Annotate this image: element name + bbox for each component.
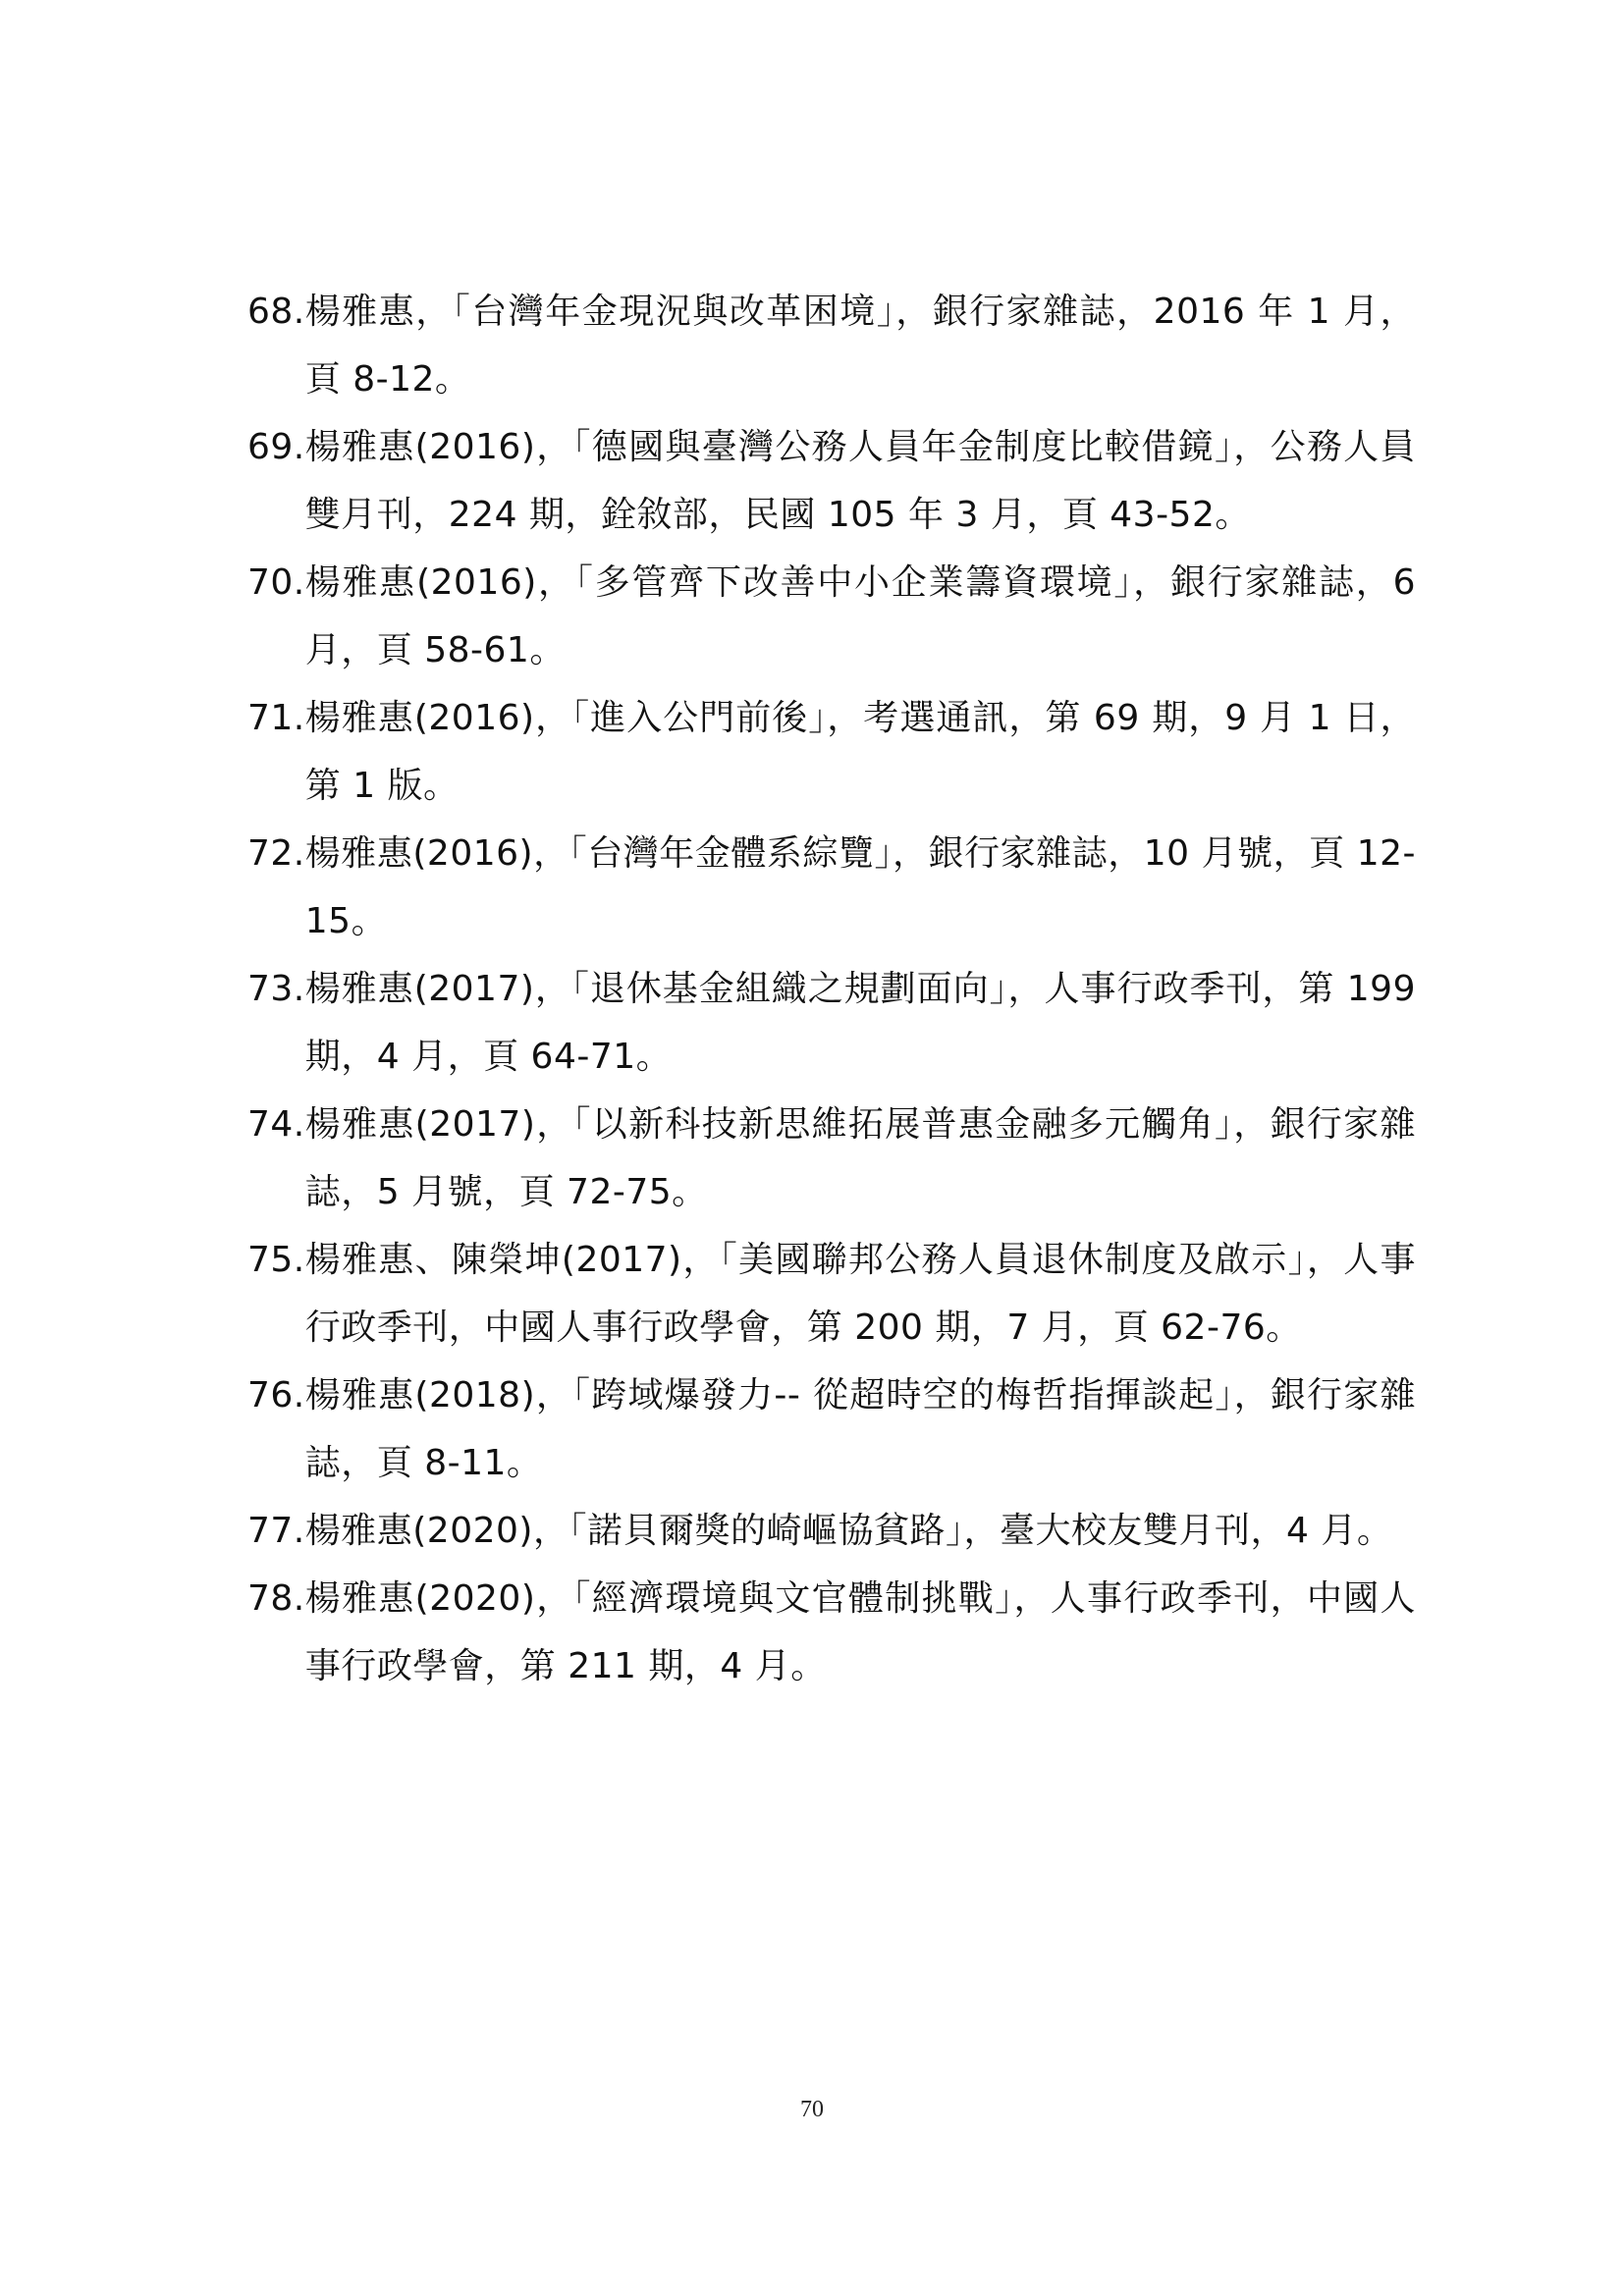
reference-item	[247, 1565, 1416, 1700]
reference-number: 75.	[247, 1240, 305, 1280]
reference-item	[247, 413, 1416, 549]
reference-number: 78.	[247, 1578, 305, 1619]
reference-item	[247, 820, 1416, 955]
reference-text: 楊雅惠(2017)，「退休基金組織之規劃面向」，人事行政季刊，第 199 期，4 月，頁 64-71。	[304, 969, 1416, 1077]
reference-number: 73.	[247, 969, 305, 1009]
reference-text: 楊雅惠(2017)，「以新科技新思維拓展普惠金融多元觸角」，銀行家雜誌，5 月號，頁 72-75。	[304, 1104, 1416, 1212]
reference-number: 74.	[247, 1104, 305, 1145]
reference-text: 楊雅惠(2016)，「多管齊下改善中小企業籌資環境」，銀行家雜誌，6 月，頁 58-61。	[304, 562, 1416, 670]
reference-text: 楊雅惠(2016)，「台灣年金體系綜覽」，銀行家雜誌，10 月號，頁 12-15。	[304, 833, 1416, 941]
reference-item	[247, 1226, 1416, 1362]
reference-item	[247, 549, 1416, 684]
reference-list	[247, 278, 1416, 1700]
page-number: 70	[800, 2097, 824, 2122]
reference-number: 77.	[247, 1511, 305, 1551]
reference-text: 楊雅惠(2020)，「經濟環境與文官體制挑戰」，人事行政季刊，中國人事行政學會，第 211 期，4 月。	[304, 1578, 1416, 1686]
reference-number: 71.	[247, 698, 305, 738]
reference-text: 楊雅惠、陳榮坤(2017)，「美國聯邦公務人員退休制度及啟示」，人事行政季刊，中國人事行政學會，第 200 期，7 月，頁 62-76。	[304, 1240, 1416, 1348]
reference-number: 76.	[247, 1375, 305, 1415]
reference-text: 楊雅惠(2020)，「諾貝爾獎的崎嶇協貧路」，臺大校友雙月刊，4 月。	[304, 1511, 1393, 1551]
reference-item	[247, 955, 1416, 1091]
reference-text: 楊雅惠，「台灣年金現況與改革困境」，銀行家雜誌，2016 年 1 月，頁 8-12。	[304, 292, 1416, 400]
reference-number: 70.	[247, 562, 305, 603]
reference-number: 69.	[247, 427, 305, 467]
reference-number: 68.	[247, 292, 305, 332]
reference-item	[247, 278, 1416, 413]
reference-text: 楊雅惠(2016)，「進入公門前後」，考選通訊，第 69 期，9 月 1 日，第 1 版。	[304, 698, 1416, 806]
reference-item	[247, 1497, 1416, 1565]
reference-item	[247, 1091, 1416, 1226]
reference-item	[247, 1362, 1416, 1497]
reference-item	[247, 684, 1416, 820]
reference-text: 楊雅惠(2016)，「德國與臺灣公務人員年金制度比較借鏡」，公務人員雙月刊，224 期，銓敘部，民國 105 年 3 月，頁 43-52。	[304, 427, 1416, 535]
reference-text: 楊雅惠(2018)，「跨域爆發力-- 從超時空的梅哲指揮談起」，銀行家雜誌，頁 8-11。	[304, 1375, 1416, 1483]
reference-number: 72.	[247, 833, 305, 874]
